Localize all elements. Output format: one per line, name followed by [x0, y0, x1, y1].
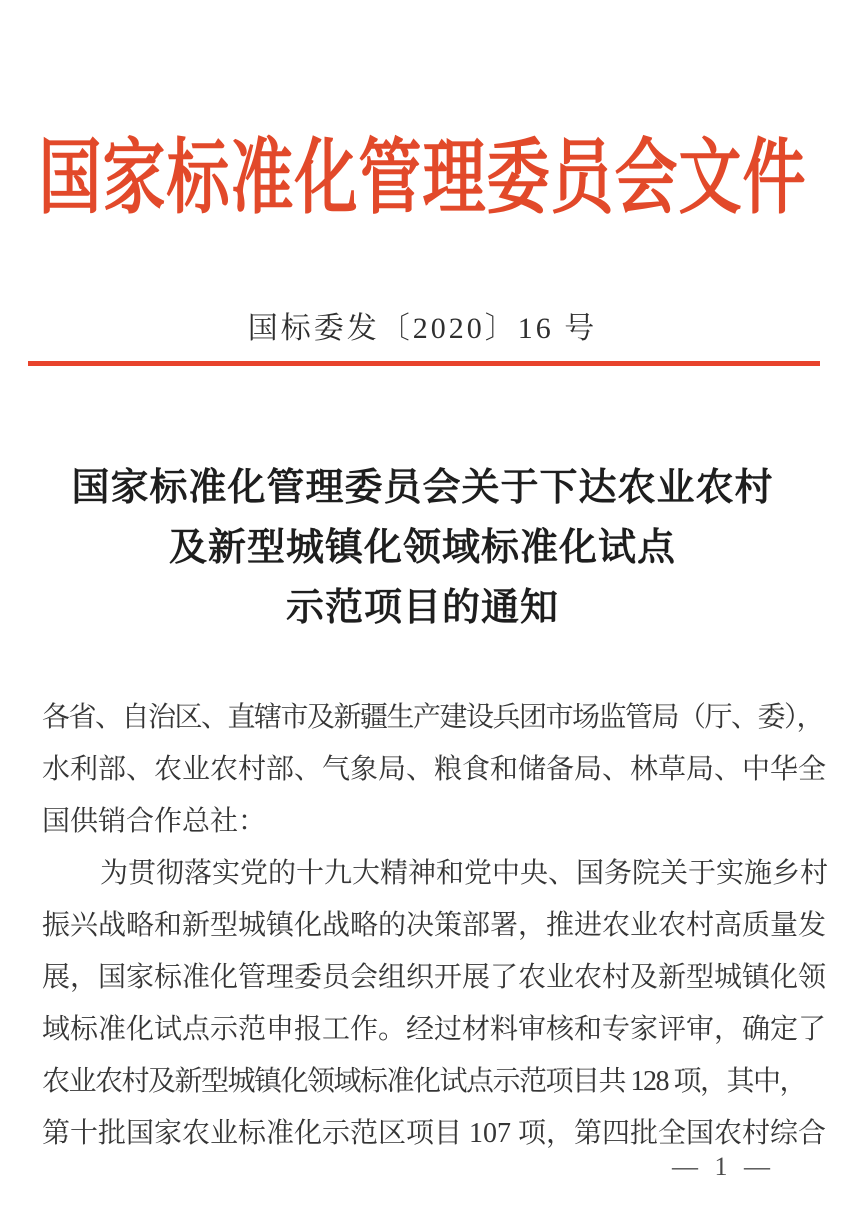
- recipient-line-3: 国供销合作总社：: [42, 806, 267, 837]
- recipient-line-2: 水利部、农业农村部、气象局、粮食和储备局、林草局、中华全: [42, 754, 827, 785]
- notice-title: [0, 458, 845, 638]
- notice-title-line-3: 示范项目的通知: [285, 587, 559, 629]
- paragraph-line-3: 展，国家标准化管理委员会组织开展了农业农村及新型城镇化领: [42, 962, 827, 993]
- paragraph-line-6: 第十批国家农业标准化示范区项目 107 项，第四批全国农村综合: [42, 1118, 827, 1149]
- letterhead-title: 国家标准化管理委员会文件: [38, 132, 807, 224]
- document-number: 国标委发〔2020〕16 号: [247, 312, 598, 345]
- notice-title-line-1: 国家标准化管理委员会关于下达农业农村: [71, 467, 774, 509]
- paragraph-line-1: 为贯彻落实党的十九大精神和党中央、国务院关于实施乡村: [100, 858, 829, 889]
- document-body: [42, 692, 829, 1160]
- notice-title-line-2: 及新型城镇化领域标准化试点: [168, 527, 676, 569]
- paragraph-line-2: 振兴战略和新型城镇化战略的决策部署，推进农业农村高质量发: [42, 910, 827, 941]
- red-divider-line: [28, 361, 820, 366]
- recipient-line-1: 各省、自治区、直辖市及新疆生产建设兵团市场监管局（厅、委），: [42, 702, 824, 733]
- paragraph-line-4: 域标准化试点示范申报工作。经过材料审核和专家评审，确定了: [42, 1014, 827, 1045]
- paragraph-line-5: 农业农村及新型城镇化领域标准化试点示范项目共 128 项，其中，: [42, 1066, 807, 1097]
- page-number: — 1 —: [672, 1152, 775, 1181]
